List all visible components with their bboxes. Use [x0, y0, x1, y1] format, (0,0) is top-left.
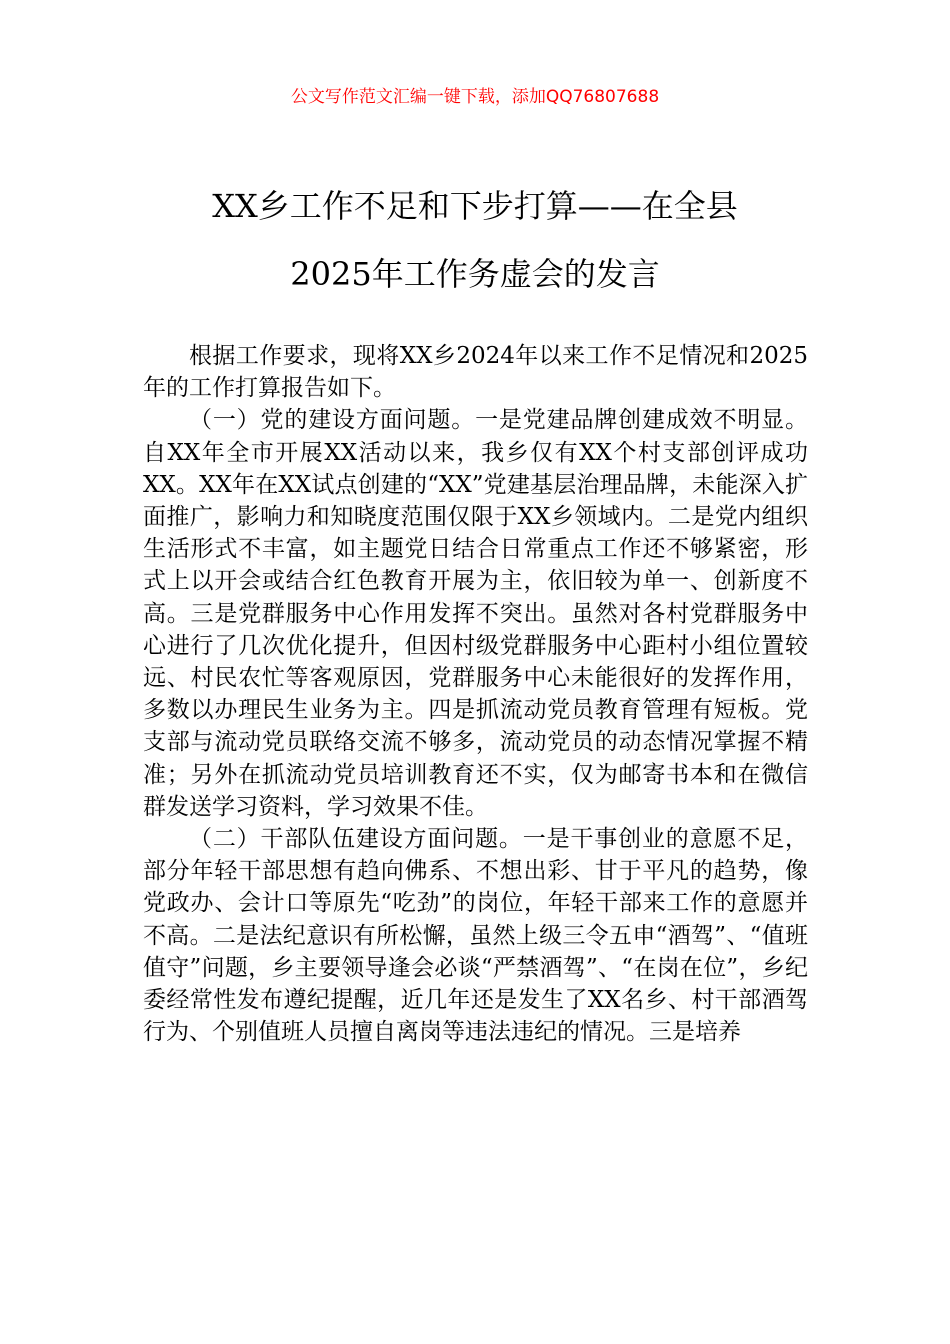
document-title: [90, 172, 860, 308]
paragraph-party-building: （一）党的建设方面问题。一是党建品牌创建成效不明显。自XX年全市开展XX活动以来，我乡仅有XX个村支部创评成功XX。XX年在XX试点创建的“XX”党建基层治理品牌，未能深入扩面推广，影响力和知晓度范围仅限于XX乡领域内。二是党内组织生活形式不丰富，如主题党日结合日常重点工作还不够紧密，形式上以开会或结合红色教育开展为主，依旧较为单一、创新度不高。三是党群服务中心作用发挥不突出。虽然对各村党群服务中心进行了几次优化提升，但因村级党群服务中心距村小组位置较远、村民农忙等客观原因，党群服务中心未能很好的发挥作用，多数以办理民生业务为主。四是抓流动党员教育管理有短板。党支部与流动党员联络交流不够多，流动党员的动态情况掌握不精准；另外在抓流动党员培训教育还不实，仅为邮寄书本和在微信群发送学习资料，学习效果不佳。: [143, 407, 808, 820]
title-line-1: XX乡工作不足和下步打算——在全县: [212, 187, 738, 225]
paragraph-cadre-team: （二）干部队伍建设方面问题。一是干事创业的意愿不足，部分年轻干部思想有趋向佛系、不想出彩、甘于平凡的趋势，像党政办、会计口等原先“吃劲”的岗位，年轻干部来工作的意愿并不高。二是法纪意识有所松懈，虽然上级三令五申“酒驾”、“值班值守”问题，乡主要领导逢会必谈“严禁酒驾”、“在岗在位”，乡纪委经常性发布遵纪提醒，近几年还是发生了XX名乡、村干部酒驾行为、个别值班人员擅自离岗等违法违纪的情况。三是培养: [143, 826, 808, 1046]
title-line-2: 2025年工作务虚会的发言: [290, 255, 660, 293]
paragraph-intro: 根据工作要求，现将XX乡2024年以来工作不足情况和2025年的工作打算报告如下。: [143, 343, 808, 402]
document-body: [143, 340, 808, 1048]
page-header-notice: 公文写作范文汇编一键下载，添加QQ76807688: [290, 87, 660, 107]
